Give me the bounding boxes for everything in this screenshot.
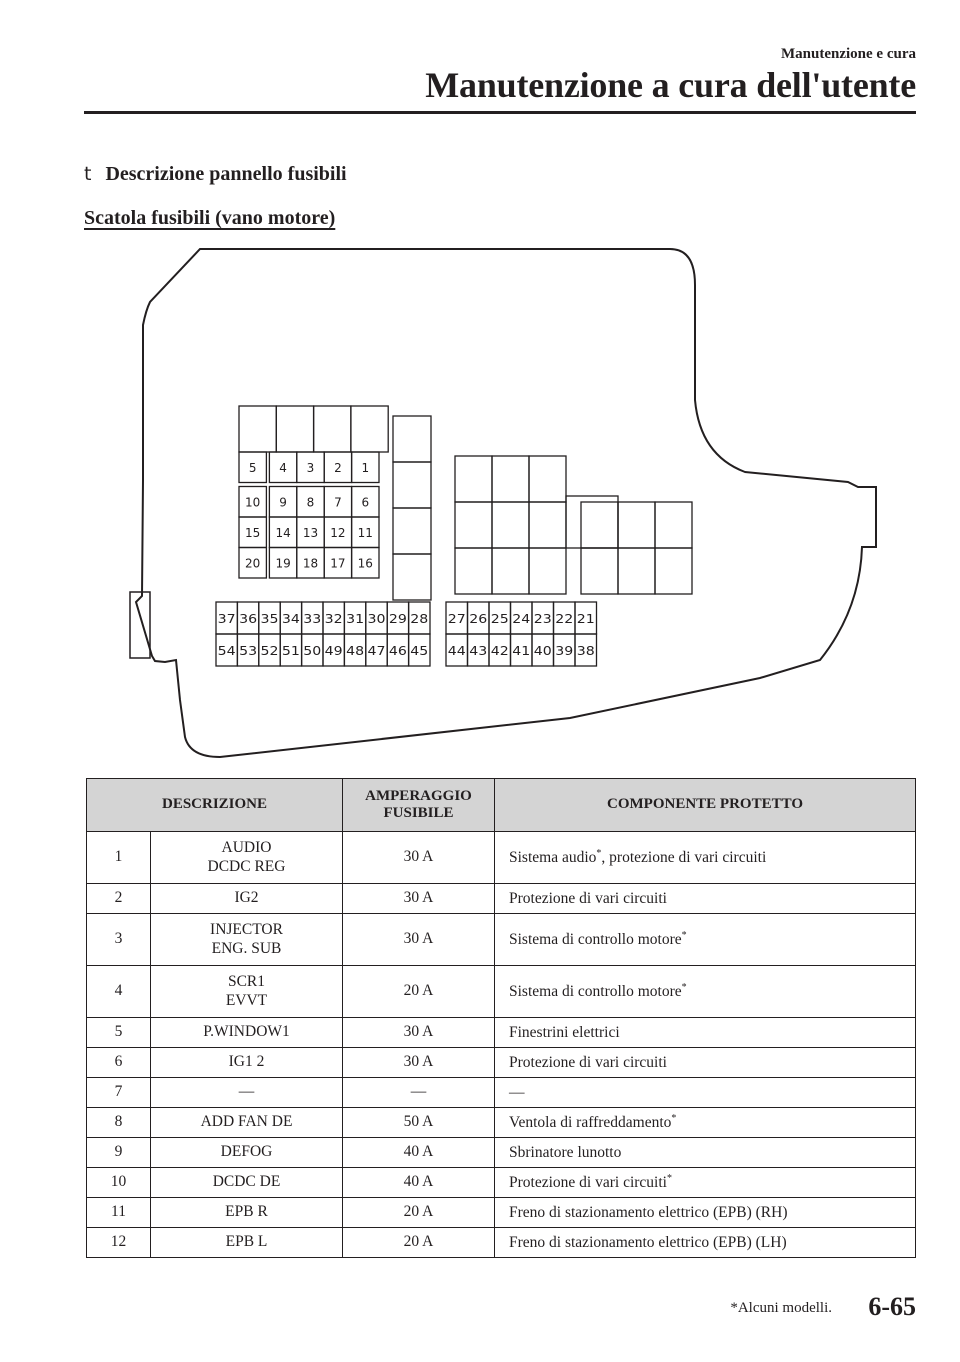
fuse-description: —: [151, 1078, 343, 1108]
fuse-label: 36: [239, 612, 258, 626]
fuse-label: 27: [447, 612, 466, 626]
fuse-component: Sbrinatore lunotto: [495, 1138, 916, 1168]
fuse-description: AUDIO DCDC REG: [151, 832, 343, 884]
relay-cavity: [393, 508, 431, 554]
relay-cavity: [314, 406, 351, 452]
fuse-number: 8: [87, 1108, 151, 1138]
fuse-amperage: 50 A: [343, 1108, 495, 1138]
table-row: [87, 1108, 916, 1138]
footnote-marker: *: [681, 981, 687, 993]
fuse-label: 3: [306, 461, 315, 475]
fuse-label: 46: [388, 644, 407, 658]
fuse-label: 40: [533, 644, 552, 658]
fuse-label: 53: [239, 644, 258, 658]
fuse-label: 24: [512, 612, 531, 626]
fuse-label: 2: [334, 461, 342, 475]
fuse-number: 3: [87, 914, 151, 966]
relay-cavity: [239, 406, 276, 452]
section-title-text: Descrizione pannello fusibili: [105, 163, 347, 185]
table-row: [87, 1228, 916, 1258]
header-amperage: AMPERAGGIO FUSIBILE: [343, 779, 495, 832]
fuse-label: 47: [367, 644, 386, 658]
fuse-label: 34: [281, 612, 300, 626]
fuse-label: 26: [469, 612, 488, 626]
fuse-label: 42: [490, 644, 509, 658]
fuse-component: Freno di stazionamento elettrico (EPB) (LH): [495, 1228, 916, 1258]
fuse-description: DEFOG: [151, 1138, 343, 1168]
fuse-component: Sistema di controllo motore*: [495, 966, 916, 1018]
footnote-marker: *: [671, 1112, 677, 1124]
fuse-label: 12: [330, 526, 346, 540]
fuse-description: ADD FAN DE: [151, 1108, 343, 1138]
fuse-number: 10: [87, 1168, 151, 1198]
fuse-label: 9: [279, 495, 287, 510]
section-title: [84, 163, 347, 186]
fuse-component: Ventola di raffreddamento*: [495, 1108, 916, 1138]
table-row: [87, 914, 916, 966]
footnote-marker: *: [666, 1172, 672, 1184]
fuse-amperage: 30 A: [343, 832, 495, 884]
relay-cavity: [566, 496, 618, 548]
side-tab: [130, 592, 150, 658]
running-header-section: Manutenzione e cura: [781, 46, 916, 62]
fuse-label: 6: [361, 495, 370, 510]
fuse-component: Protezione di vari circuiti: [495, 884, 916, 914]
relay-cavity: [455, 456, 492, 502]
fuse-number: 11: [87, 1198, 151, 1228]
fuse-number: 5: [87, 1018, 151, 1048]
fuse-amperage: 20 A: [343, 1228, 495, 1258]
fuse-label: 43: [469, 644, 488, 658]
fuse-label: 29: [388, 612, 407, 626]
fuse-component: Protezione di vari circuiti: [495, 1048, 916, 1078]
fuse-amperage: —: [343, 1078, 495, 1108]
fuse-description: IG2: [151, 884, 343, 914]
fuse-label: 7: [334, 495, 342, 510]
subsection-title: Scatola fusibili (vano motore): [84, 207, 336, 229]
fuse-number: 6: [87, 1048, 151, 1078]
fuse-label: 25: [490, 612, 509, 626]
fuse-label: 50: [303, 644, 322, 658]
fuse-amperage: 30 A: [343, 884, 495, 914]
header-description: DESCRIZIONE: [87, 779, 343, 832]
fuse-label: 44: [447, 644, 466, 658]
fuse-description: DCDC DE: [151, 1168, 343, 1198]
fuse-component: —: [495, 1078, 916, 1108]
relay-cavity: [393, 462, 431, 508]
relay-cavity: [618, 502, 655, 548]
fuse-description: P.WINDOW1: [151, 1018, 343, 1048]
fuse-label: 35: [260, 612, 279, 626]
fuse-amperage: 40 A: [343, 1168, 495, 1198]
relay-cavity: [492, 502, 529, 548]
fuse-label: 41: [512, 644, 531, 658]
fuse-label: 13: [302, 526, 319, 540]
table-row: [87, 1048, 916, 1078]
fuse-amperage: 20 A: [343, 1198, 495, 1228]
fuse-label: 15: [245, 526, 261, 540]
fuse-description: IG1 2: [151, 1048, 343, 1078]
fuse-label: 20: [245, 556, 261, 571]
fuse-label: 10: [245, 495, 261, 510]
table-row: [87, 884, 916, 914]
relay-cavity: [581, 548, 618, 594]
table-header-row: [87, 779, 916, 832]
relay-cavity: [351, 406, 388, 452]
fuse-label: 23: [533, 612, 552, 626]
relay-cavity: [529, 548, 566, 594]
relay-cavity: [492, 456, 529, 502]
fuse-amperage: 30 A: [343, 1018, 495, 1048]
running-header-title: Manutenzione a cura dell'utente: [425, 65, 916, 105]
fuse-label: 28: [410, 612, 429, 626]
fuse-number: 9: [87, 1138, 151, 1168]
fuse-label: 52: [260, 644, 279, 658]
footnote-marker: *: [681, 929, 687, 941]
fuse-box-diagram: [0, 240, 960, 760]
relay-cavity: [393, 554, 431, 600]
fuse-label: 22: [555, 612, 574, 626]
table-row: [87, 1138, 916, 1168]
table-row: [87, 966, 916, 1018]
table-row: [87, 832, 916, 884]
fuse-label: 32: [324, 612, 343, 626]
fuse-amperage: 30 A: [343, 1048, 495, 1078]
fuse-amperage: 30 A: [343, 914, 495, 966]
fuse-label: 30: [367, 612, 386, 626]
relay-cavity: [655, 502, 692, 548]
fuse-description: INJECTOR ENG. SUB: [151, 914, 343, 966]
fuse-component: Freno di stazionamento elettrico (EPB) (RH): [495, 1198, 916, 1228]
table-row: [87, 1018, 916, 1048]
header-component: COMPONENTE PROTETTO: [495, 779, 916, 832]
fuse-amperage: 20 A: [343, 966, 495, 1018]
fuse-label: 38: [576, 644, 595, 658]
relay-cavity: [393, 416, 431, 462]
relay-cavity: [529, 502, 566, 548]
fuse-description: EPB L: [151, 1228, 343, 1258]
relay-cavity: [276, 406, 313, 452]
fuse-label: 31: [346, 612, 365, 626]
relay-cavity: [455, 548, 492, 594]
section-bullet: t: [84, 163, 92, 185]
fuse-description: EPB R: [151, 1198, 343, 1228]
fuse-label: 11: [357, 526, 373, 540]
fuse-number: 12: [87, 1228, 151, 1258]
fuse-label: 18: [302, 556, 319, 571]
fuse-number: 7: [87, 1078, 151, 1108]
fuse-label: 37: [217, 612, 236, 626]
table-row: [87, 1078, 916, 1108]
fuse-label: 16: [357, 556, 373, 571]
relay-cavity: [492, 548, 529, 594]
page-number: 6-65: [868, 1292, 916, 1321]
relay-cavity: [455, 502, 492, 548]
fuse-amperage: 40 A: [343, 1138, 495, 1168]
fuse-description: SCR1 EVVT: [151, 966, 343, 1018]
fuse-label: 51: [281, 644, 300, 658]
fuse-component: Finestrini elettrici: [495, 1018, 916, 1048]
fuse-label: 33: [303, 612, 322, 626]
fuse-label: 8: [306, 495, 315, 510]
relay-cavity: [655, 548, 692, 594]
fuse-label: 39: [555, 644, 574, 658]
fuse-label: 4: [279, 461, 287, 475]
relay-cavity: [618, 548, 655, 594]
fuse-number: 4: [87, 966, 151, 1018]
fuse-number: 2: [87, 884, 151, 914]
fuse-number: 1: [87, 832, 151, 884]
fuse-component: Sistema audio*, protezione di vari circuiti: [495, 832, 916, 884]
fuse-label: 54: [217, 644, 236, 658]
header-rule: [84, 111, 916, 114]
fuse-grid: [216, 406, 692, 666]
footnote-marker: *: [596, 847, 602, 859]
fuse-component: Sistema di controllo motore*: [495, 914, 916, 966]
fuse-label: 49: [324, 644, 343, 658]
relay-cavity: [581, 502, 618, 548]
fuse-label: 1: [361, 461, 370, 475]
relay-cavity: [529, 456, 566, 502]
fuse-label: 48: [346, 644, 365, 658]
table-row: [87, 1198, 916, 1228]
fuse-label: 14: [275, 526, 291, 540]
fuse-label: 19: [275, 556, 291, 571]
fuse-label: 21: [576, 612, 595, 626]
fuse-component: Protezione di vari circuiti*: [495, 1168, 916, 1198]
footnote: *Alcuni modelli.: [730, 1300, 832, 1316]
table-row: [87, 1168, 916, 1198]
fuse-table: [86, 778, 916, 1258]
fuse-label: 45: [410, 644, 429, 658]
fuse-label: 17: [330, 556, 346, 571]
fuse-label: 5: [248, 461, 257, 475]
